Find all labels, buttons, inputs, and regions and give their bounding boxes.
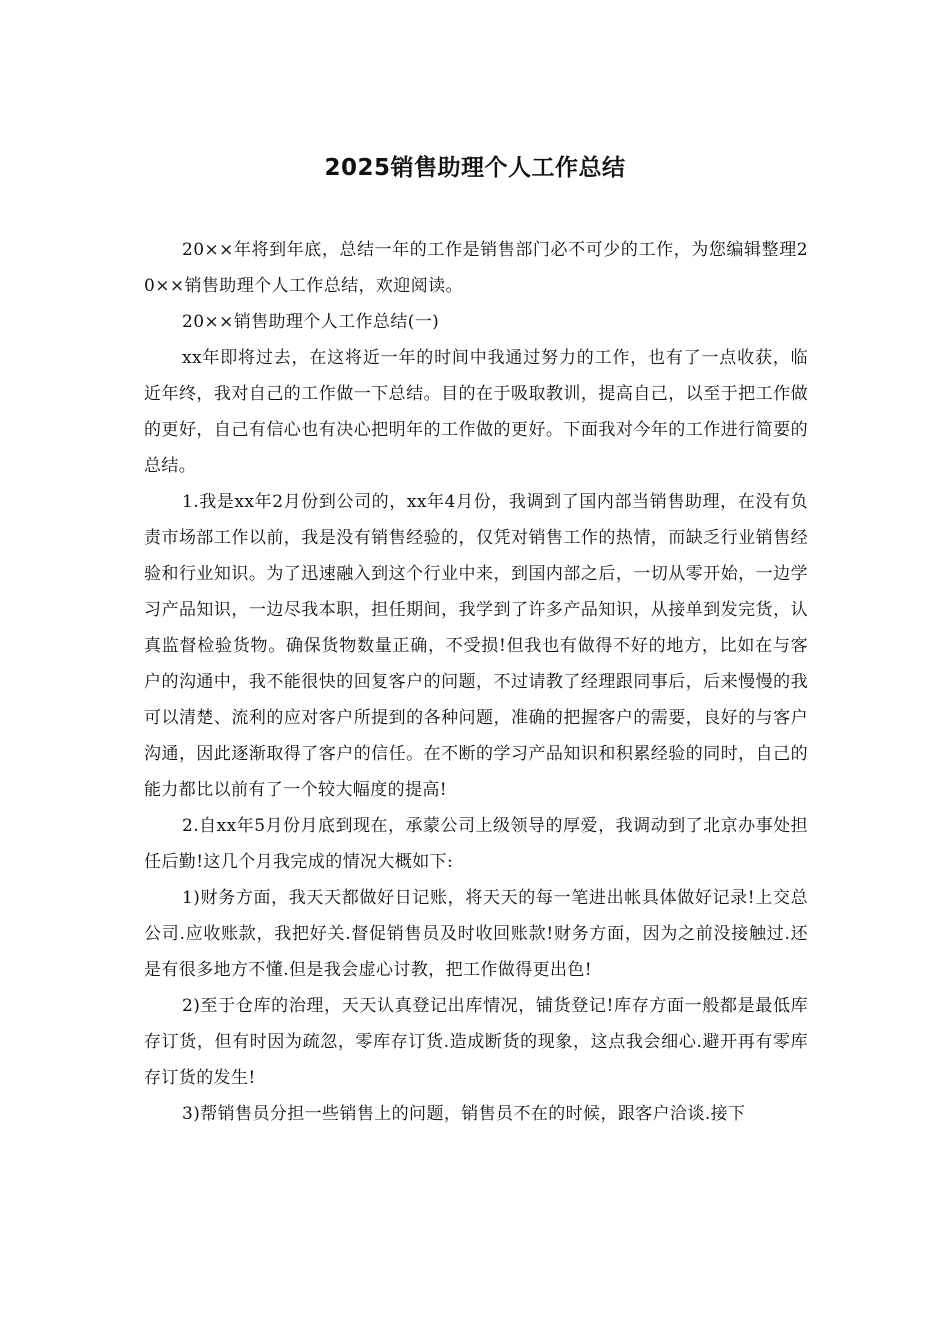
paragraph-item-2: 2.自xx年5月份月底到现在，承蒙公司上级领导的厚爱，我调动到了北京办事处担任后勤!这几个月我完成的情况大概如下: (144, 816, 808, 872)
document-body (144, 232, 808, 1132)
paragraph-intro: 20××年将到年底，总结一年的工作是销售部门必不可少的工作，为您编辑整理20××销售助理个人工作总结，欢迎阅读。 (144, 240, 808, 296)
document-title: 2025销售助理个人工作总结 (324, 155, 626, 181)
paragraph-item-1: 1.我是xx年2月份到公司的，xx年4月份，我调到了国内部当销售助理，在没有负责市场部工作以前，我是没有销售经验的，仅凭对销售工作的热情，而缺乏行业销售经验和行业知识。为了迅速融入到这个行业中来，到国内部之后，一切从零开始，一边学习产品知识，一边尽我本职，担任期间，我学到了许多产品知识，从接单到发完货，认真监督检验货物。确保货物数量正确，不受损!但我也有做得不好的地方，比如在与客户的沟通中，我不能很快的回复客户的问题，不过请教了经理跟同事后，后来慢慢的我可以清楚、流利的应对客户所提到的各种问题，准确的把握客户的需要，良好的与客户沟通，因此逐渐取得了客户的信任。在不断的学习产品知识和积累经验的同时，自己的能力都比以前有了一个较大幅度的提高! (144, 492, 808, 800)
paragraph-finance: 1)财务方面，我天天都做好日记账，将天天的每一笔进出帐具体做好记录!上交总公司.应收账款，我把好关.督促销售员及时收回账款!财务方面，因为之前没接触过.还是有很多地方不懂.但是我会虚心讨教，把工作做得更出色! (144, 888, 808, 980)
paragraph-warehouse: 2)至于仓库的治理，天天认真登记出库情况，铺货登记!库存方面一般都是最低库存订货，但有时因为疏忽，零库存订货.造成断货的现象，这点我会细心.避开再有零库存订货的发生! (144, 996, 808, 1088)
paragraph-section-heading: 20××销售助理个人工作总结(一) (182, 312, 440, 332)
paragraph-overview: xx年即将过去，在这将近一年的时间中我通过努力的工作，也有了一点收获，临近年终，我对自己的工作做一下总结。目的在于吸取教训，提高自己，以至于把工作做的更好，自己有信心也有决心把明年的工作做的更好。下面我对今年的工作进行简要的总结。 (144, 348, 808, 476)
paragraph-sales-support: 3)帮销售员分担一些销售上的问题，销售员不在的时候，跟客户洽谈.接下 (182, 1104, 746, 1124)
